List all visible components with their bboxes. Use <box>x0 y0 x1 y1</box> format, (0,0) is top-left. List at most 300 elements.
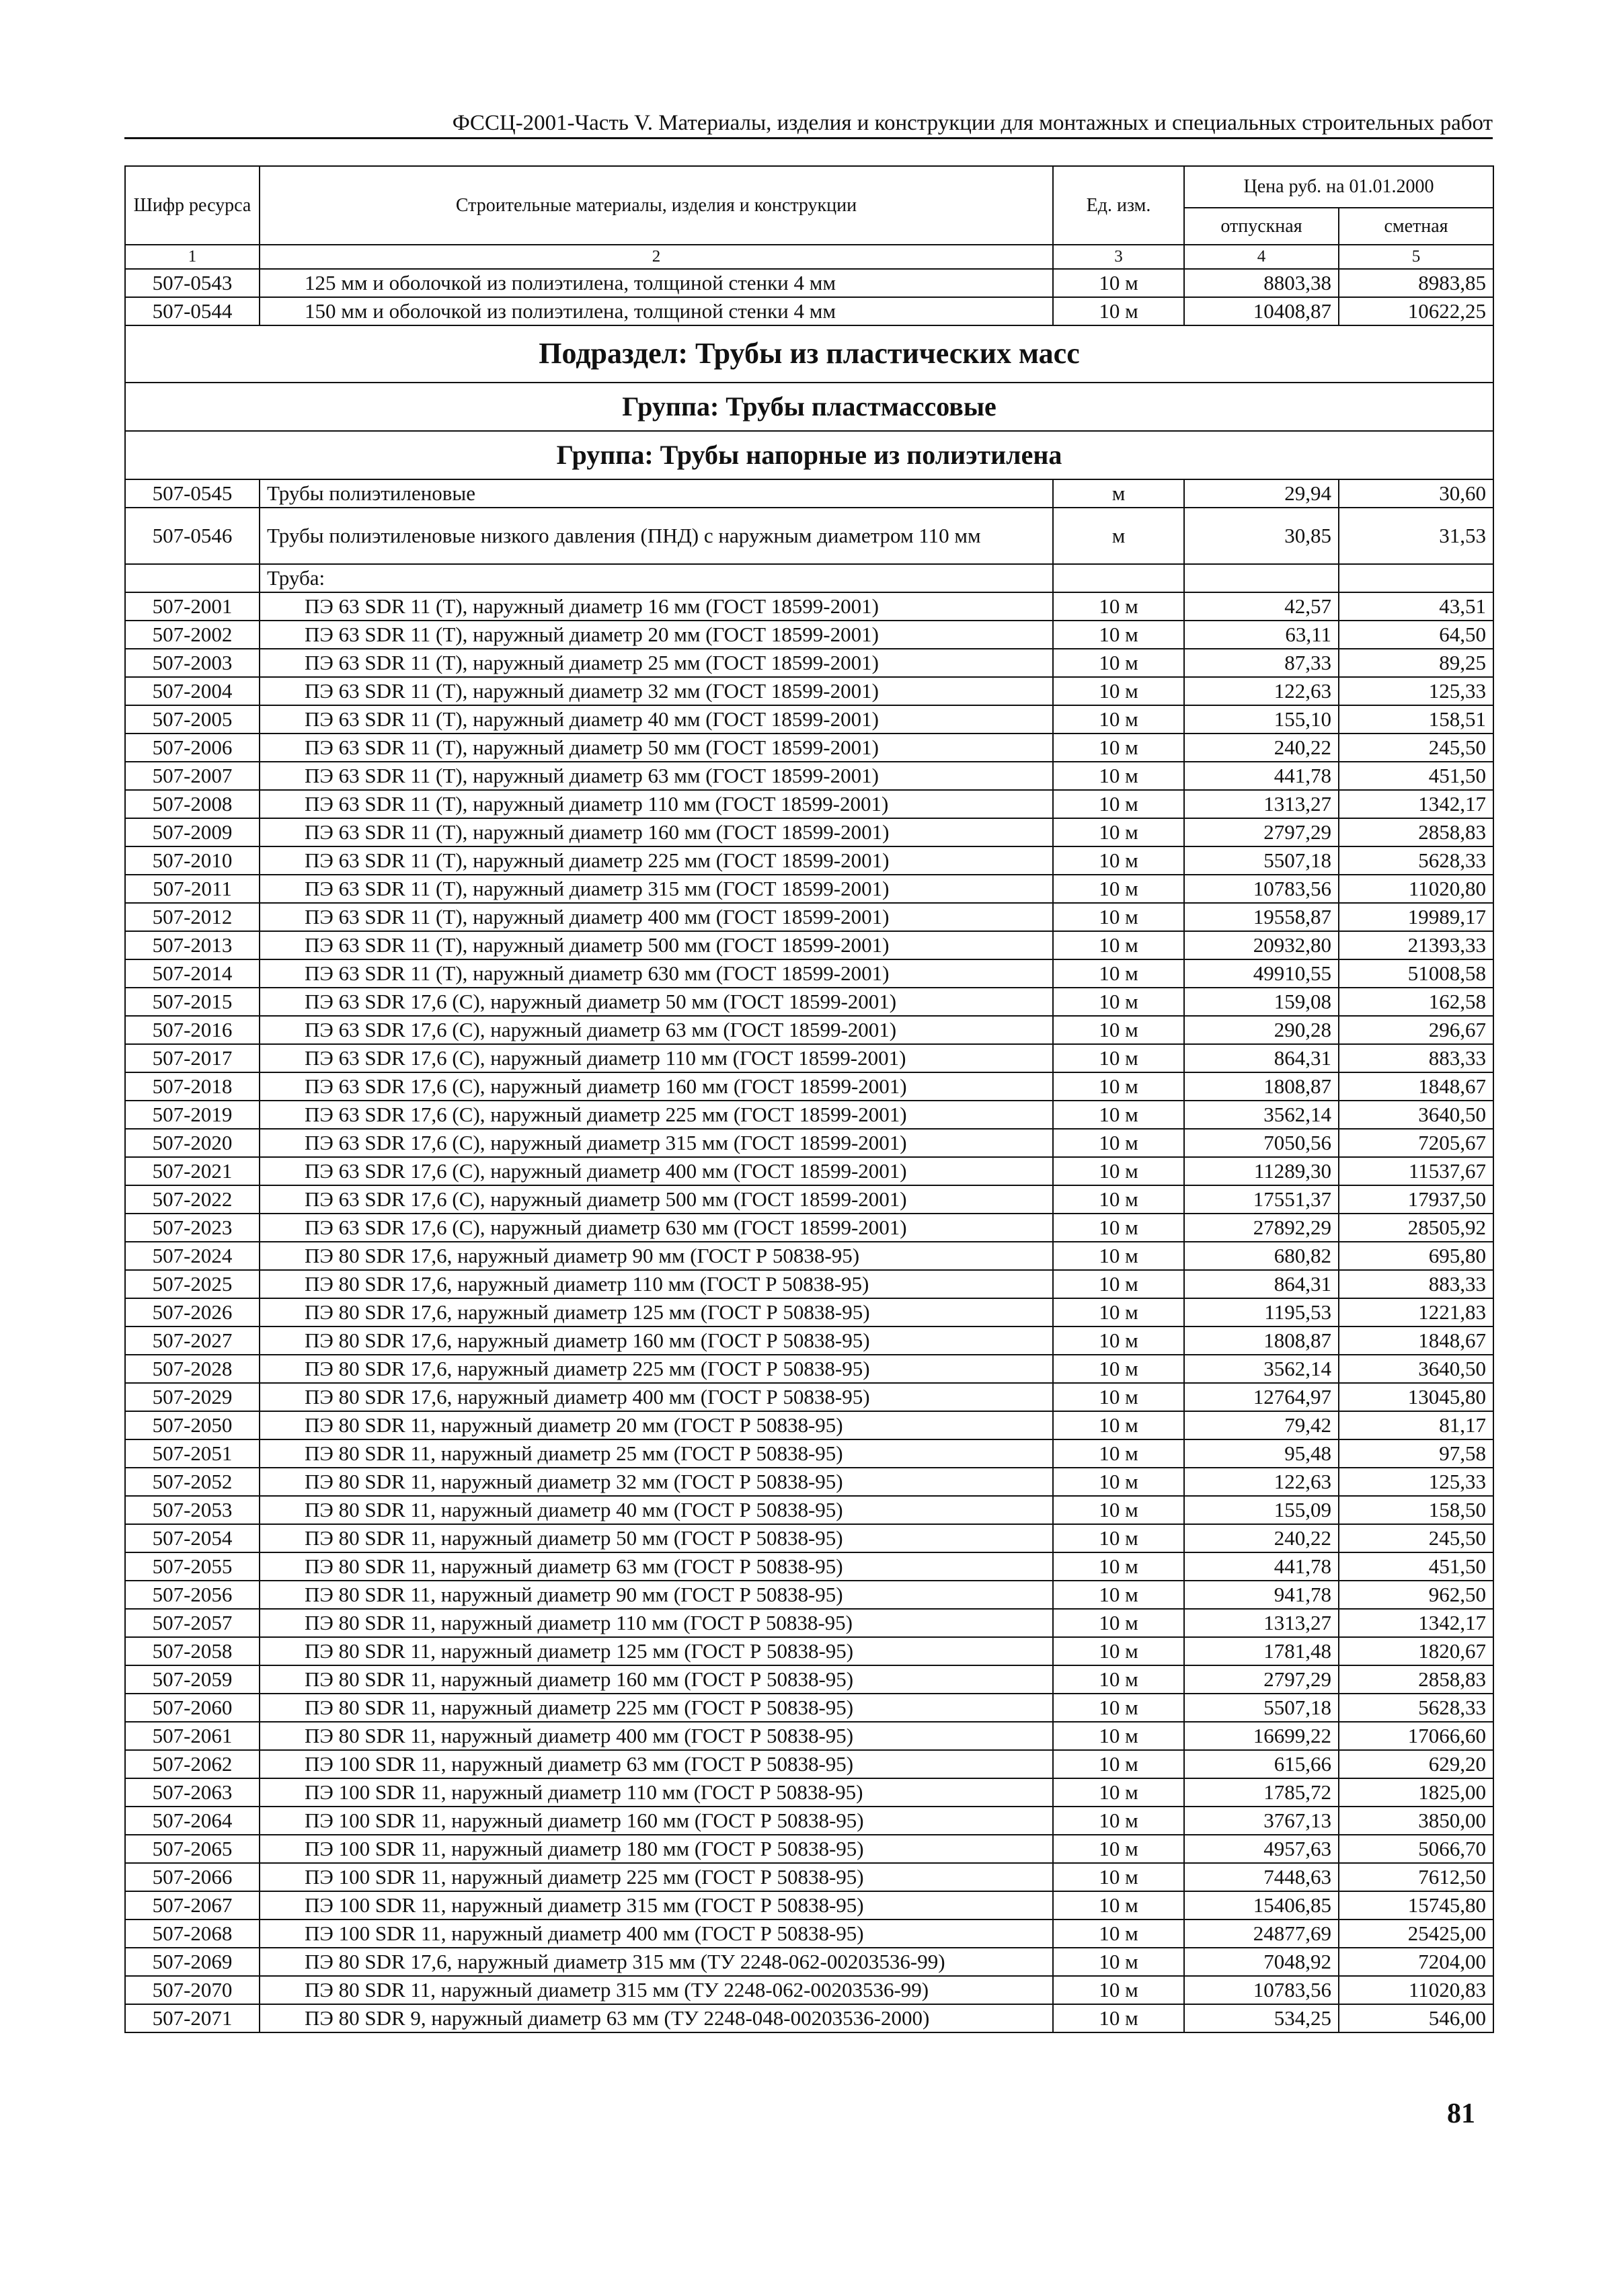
resource-code: 507-2060 <box>125 1694 260 1722</box>
unit: 10 м <box>1053 734 1184 762</box>
material-name: ПЭ 63 SDR 11 (Т), наружный диаметр 160 мм (ГОСТ 18599-2001) <box>260 818 1053 846</box>
estimate-price: 1848,67 <box>1339 1072 1493 1101</box>
table-row <box>125 1552 1493 1581</box>
resource-code: 507-2006 <box>125 734 260 762</box>
table-row <box>125 1581 1493 1609</box>
resource-code: 507-2071 <box>125 2004 260 2032</box>
resource-code: 507-2011 <box>125 875 260 903</box>
material-name: ПЭ 63 SDR 11 (Т), наружный диаметр 25 мм (ГОСТ 18599-2001) <box>260 649 1053 677</box>
table-row <box>125 1383 1493 1411</box>
unit: 10 м <box>1053 1722 1184 1750</box>
unit: 10 м <box>1053 1778 1184 1807</box>
release-price: 941,78 <box>1184 1581 1339 1609</box>
release-price: 87,33 <box>1184 649 1339 677</box>
material-name: Трубы полиэтиленовые низкого давления (ПНД) с наружным диаметром 110 мм <box>260 508 1053 564</box>
page-number: 81 <box>1447 2098 1475 2129</box>
resource-code: 507-2008 <box>125 790 260 818</box>
unit: м <box>1053 508 1184 564</box>
estimate-price: 28505,92 <box>1339 1214 1493 1242</box>
resource-code: 507-2014 <box>125 959 260 988</box>
table-row <box>125 1327 1493 1355</box>
column-number-row <box>125 245 1493 269</box>
material-name: ПЭ 80 SDR 17,6, наружный диаметр 110 мм (ГОСТ Р 50838-95) <box>260 1270 1053 1298</box>
release-price: 3562,14 <box>1184 1101 1339 1129</box>
head-code: Шифр ресурса <box>125 166 260 245</box>
unit: 10 м <box>1053 1581 1184 1609</box>
unit: 10 м <box>1053 1552 1184 1581</box>
release-price: 16699,22 <box>1184 1722 1339 1750</box>
section-heading-row <box>125 431 1493 479</box>
unit: 10 м <box>1053 1948 1184 1976</box>
estimate-price: 10622,25 <box>1339 297 1493 325</box>
release-price: 63,11 <box>1184 621 1339 649</box>
section-heading: Группа: Трубы напорные из полиэтилена <box>125 431 1493 479</box>
material-name: ПЭ 100 SDR 11, наружный диаметр 180 мм (ГОСТ Р 50838-95) <box>260 1835 1053 1863</box>
material-name: ПЭ 63 SDR 17,6 (С), наружный диаметр 50 мм (ГОСТ 18599-2001) <box>260 988 1053 1016</box>
section-heading-row <box>125 325 1493 383</box>
unit: 10 м <box>1053 705 1184 734</box>
estimate-price: 162,58 <box>1339 988 1493 1016</box>
resource-code: 507-2028 <box>125 1355 260 1383</box>
release-price: 1808,87 <box>1184 1072 1339 1101</box>
table-row <box>125 875 1493 903</box>
resource-code: 507-2055 <box>125 1552 260 1581</box>
estimate-price: 21393,33 <box>1339 931 1493 959</box>
estimate-price: 629,20 <box>1339 1750 1493 1778</box>
resource-code: 507-2070 <box>125 1976 260 2004</box>
unit: м <box>1053 479 1184 508</box>
release-price: 20932,80 <box>1184 931 1339 959</box>
resource-code: 507-2054 <box>125 1524 260 1552</box>
material-name: ПЭ 100 SDR 11, наружный диаметр 63 мм (ГОСТ Р 50838-95) <box>260 1750 1053 1778</box>
unit: 10 м <box>1053 269 1184 297</box>
material-name: ПЭ 63 SDR 11 (Т), наружный диаметр 225 мм (ГОСТ 18599-2001) <box>260 846 1053 875</box>
material-name: Трубы полиэтиленовые <box>260 479 1053 508</box>
table-row <box>125 1863 1493 1891</box>
unit: 10 м <box>1053 1044 1184 1072</box>
table-row <box>125 1185 1493 1214</box>
estimate-price: 245,50 <box>1339 734 1493 762</box>
resource-code: 507-2061 <box>125 1722 260 1750</box>
release-price: 155,10 <box>1184 705 1339 734</box>
estimate-price: 30,60 <box>1339 479 1493 508</box>
table-row <box>125 1496 1493 1524</box>
material-name: Труба: <box>260 564 1053 592</box>
estimate-price: 5628,33 <box>1339 846 1493 875</box>
estimate-price: 13045,80 <box>1339 1383 1493 1411</box>
resource-code: 507-2059 <box>125 1665 260 1694</box>
unit: 10 м <box>1053 1665 1184 1694</box>
estimate-price: 451,50 <box>1339 762 1493 790</box>
estimate-price: 3640,50 <box>1339 1101 1493 1129</box>
release-price: 534,25 <box>1184 2004 1339 2032</box>
table-row <box>125 2004 1493 2032</box>
unit: 10 м <box>1053 1468 1184 1496</box>
resource-code: 507-2024 <box>125 1242 260 1270</box>
resource-code <box>125 564 260 592</box>
unit: 10 м <box>1053 1298 1184 1327</box>
material-name: ПЭ 80 SDR 11, наружный диаметр 160 мм (ГОСТ Р 50838-95) <box>260 1665 1053 1694</box>
table-body <box>125 269 1493 2032</box>
estimate-price: 51008,58 <box>1339 959 1493 988</box>
resource-code: 507-2020 <box>125 1129 260 1157</box>
release-price: 1785,72 <box>1184 1778 1339 1807</box>
unit: 10 м <box>1053 1242 1184 1270</box>
estimate-price: 695,80 <box>1339 1242 1493 1270</box>
material-name: ПЭ 80 SDR 11, наружный диаметр 63 мм (ГОСТ Р 50838-95) <box>260 1552 1053 1581</box>
resource-code: 507-2018 <box>125 1072 260 1101</box>
release-price: 155,09 <box>1184 1496 1339 1524</box>
estimate-price: 125,33 <box>1339 1468 1493 1496</box>
table-row <box>125 1835 1493 1863</box>
release-price: 12764,97 <box>1184 1383 1339 1411</box>
resource-code: 507-2023 <box>125 1214 260 1242</box>
unit: 10 м <box>1053 1214 1184 1242</box>
release-price: 7048,92 <box>1184 1948 1339 1976</box>
unit: 10 м <box>1053 1327 1184 1355</box>
estimate-price: 25425,00 <box>1339 1919 1493 1948</box>
material-name: ПЭ 80 SDR 11, наружный диаметр 400 мм (ГОСТ Р 50838-95) <box>260 1722 1053 1750</box>
resource-code: 507-2063 <box>125 1778 260 1807</box>
table-row <box>125 1807 1493 1835</box>
table-row <box>125 1665 1493 1694</box>
release-price: 3562,14 <box>1184 1355 1339 1383</box>
table-row <box>125 1411 1493 1439</box>
release-price <box>1184 564 1339 592</box>
release-price: 42,57 <box>1184 592 1339 621</box>
table-row <box>125 988 1493 1016</box>
release-price: 1808,87 <box>1184 1327 1339 1355</box>
resource-code: 507-2057 <box>125 1609 260 1637</box>
estimate-price: 1342,17 <box>1339 790 1493 818</box>
table-row <box>125 1778 1493 1807</box>
resource-code: 507-2016 <box>125 1016 260 1044</box>
material-name: ПЭ 63 SDR 11 (Т), наружный диаметр 16 мм (ГОСТ 18599-2001) <box>260 592 1053 621</box>
resource-code: 507-2004 <box>125 677 260 705</box>
release-price: 10408,87 <box>1184 297 1339 325</box>
estimate-price: 296,67 <box>1339 1016 1493 1044</box>
estimate-price: 883,33 <box>1339 1044 1493 1072</box>
unit: 10 м <box>1053 931 1184 959</box>
col-number: 4 <box>1184 245 1339 269</box>
estimate-price: 17066,60 <box>1339 1722 1493 1750</box>
estimate-price: 3850,00 <box>1339 1807 1493 1835</box>
table-row <box>125 1948 1493 1976</box>
resource-code: 507-2058 <box>125 1637 260 1665</box>
table-row <box>125 1524 1493 1552</box>
release-price: 1781,48 <box>1184 1637 1339 1665</box>
release-price: 240,22 <box>1184 1524 1339 1552</box>
material-name: ПЭ 80 SDR 17,6, наружный диаметр 125 мм (ГОСТ Р 50838-95) <box>260 1298 1053 1327</box>
table-row <box>125 269 1493 297</box>
table-row <box>125 1919 1493 1948</box>
material-name: 150 мм и оболочкой из полиэтилена, толщиной стенки 4 мм <box>260 297 1053 325</box>
estimate-price: 7204,00 <box>1339 1948 1493 1976</box>
release-price: 240,22 <box>1184 734 1339 762</box>
head-name: Строительные материалы, изделия и конструкции <box>260 166 1053 245</box>
resource-code: 507-0544 <box>125 297 260 325</box>
release-price: 27892,29 <box>1184 1214 1339 1242</box>
head-release: отпускная <box>1184 208 1339 245</box>
unit: 10 м <box>1053 1157 1184 1185</box>
release-price: 49910,55 <box>1184 959 1339 988</box>
unit: 10 м <box>1053 1637 1184 1665</box>
estimate-price: 5628,33 <box>1339 1694 1493 1722</box>
resource-code: 507-0543 <box>125 269 260 297</box>
material-name: ПЭ 100 SDR 11, наружный диаметр 315 мм (ГОСТ Р 50838-95) <box>260 1891 1053 1919</box>
material-name: ПЭ 63 SDR 17,6 (С), наружный диаметр 315 мм (ГОСТ 18599-2001) <box>260 1129 1053 1157</box>
unit: 10 м <box>1053 875 1184 903</box>
estimate-price <box>1339 564 1493 592</box>
release-price: 8803,38 <box>1184 269 1339 297</box>
table-head-row <box>125 166 1493 208</box>
unit: 10 м <box>1053 2004 1184 2032</box>
release-price: 7050,56 <box>1184 1129 1339 1157</box>
material-name: ПЭ 80 SDR 17,6, наружный диаметр 160 мм (ГОСТ Р 50838-95) <box>260 1327 1053 1355</box>
table-row <box>125 1694 1493 1722</box>
material-name: ПЭ 80 SDR 11, наружный диаметр 20 мм (ГОСТ Р 50838-95) <box>260 1411 1053 1439</box>
release-price: 5507,18 <box>1184 1694 1339 1722</box>
resource-code: 507-2007 <box>125 762 260 790</box>
table-row <box>125 734 1493 762</box>
estimate-price: 1221,83 <box>1339 1298 1493 1327</box>
col-number: 3 <box>1053 245 1184 269</box>
release-price: 15406,85 <box>1184 1891 1339 1919</box>
table-row <box>125 1129 1493 1157</box>
resource-code: 507-2019 <box>125 1101 260 1129</box>
table-row <box>125 1750 1493 1778</box>
material-name: ПЭ 63 SDR 11 (Т), наружный диаметр 40 мм (ГОСТ 18599-2001) <box>260 705 1053 734</box>
table-row <box>125 508 1493 564</box>
release-price: 19558,87 <box>1184 903 1339 931</box>
estimate-price: 7612,50 <box>1339 1863 1493 1891</box>
release-price: 29,94 <box>1184 479 1339 508</box>
unit: 10 м <box>1053 649 1184 677</box>
estimate-price: 64,50 <box>1339 621 1493 649</box>
table-row <box>125 1976 1493 2004</box>
release-price: 7448,63 <box>1184 1863 1339 1891</box>
material-name: ПЭ 63 SDR 17,6 (С), наружный диаметр 225 мм (ГОСТ 18599-2001) <box>260 1101 1053 1129</box>
table-row <box>125 297 1493 325</box>
material-name: ПЭ 63 SDR 17,6 (С), наружный диаметр 160 мм (ГОСТ 18599-2001) <box>260 1072 1053 1101</box>
unit: 10 м <box>1053 1524 1184 1552</box>
table-row <box>125 1609 1493 1637</box>
head-price: Цена руб. на 01.01.2000 <box>1184 166 1493 208</box>
estimate-price: 19989,17 <box>1339 903 1493 931</box>
resource-code: 507-2067 <box>125 1891 260 1919</box>
resource-code: 507-2001 <box>125 592 260 621</box>
release-price: 1313,27 <box>1184 790 1339 818</box>
estimate-price: 2858,83 <box>1339 818 1493 846</box>
resource-code: 507-2052 <box>125 1468 260 1496</box>
running-header: ФССЦ-2001-Часть V. Материалы, изделия и конструкции для монтажных и специальных строительных работ <box>124 109 1493 139</box>
resource-code: 507-2010 <box>125 846 260 875</box>
table-row <box>125 1637 1493 1665</box>
material-name: ПЭ 80 SDR 11, наружный диаметр 40 мм (ГОСТ Р 50838-95) <box>260 1496 1053 1524</box>
material-name: ПЭ 63 SDR 17,6 (С), наружный диаметр 110 мм (ГОСТ 18599-2001) <box>260 1044 1053 1072</box>
section-heading: Подраздел: Трубы из пластических масс <box>125 325 1493 383</box>
material-name: ПЭ 63 SDR 11 (Т), наружный диаметр 400 мм (ГОСТ 18599-2001) <box>260 903 1053 931</box>
table-row <box>125 846 1493 875</box>
release-price: 441,78 <box>1184 1552 1339 1581</box>
unit: 10 м <box>1053 762 1184 790</box>
unit: 10 м <box>1053 297 1184 325</box>
estimate-price: 158,51 <box>1339 705 1493 734</box>
col-number: 1 <box>125 245 260 269</box>
estimate-price: 3640,50 <box>1339 1355 1493 1383</box>
table-row <box>125 1891 1493 1919</box>
unit: 10 м <box>1053 1383 1184 1411</box>
estimate-price: 81,17 <box>1339 1411 1493 1439</box>
release-price: 10783,56 <box>1184 875 1339 903</box>
table-row <box>125 621 1493 649</box>
release-price: 10783,56 <box>1184 1976 1339 2004</box>
release-price: 615,66 <box>1184 1750 1339 1778</box>
head-estimate: сметная <box>1339 208 1493 245</box>
unit: 10 м <box>1053 1835 1184 1863</box>
estimate-price: 7205,67 <box>1339 1129 1493 1157</box>
material-name: ПЭ 80 SDR 11, наружный диаметр 225 мм (ГОСТ Р 50838-95) <box>260 1694 1053 1722</box>
table-row <box>125 1468 1493 1496</box>
material-name: ПЭ 63 SDR 11 (Т), наружный диаметр 630 мм (ГОСТ 18599-2001) <box>260 959 1053 988</box>
material-name: ПЭ 80 SDR 11, наружный диаметр 110 мм (ГОСТ Р 50838-95) <box>260 1609 1053 1637</box>
release-price: 1313,27 <box>1184 1609 1339 1637</box>
material-name: ПЭ 63 SDR 11 (Т), наружный диаметр 32 мм (ГОСТ 18599-2001) <box>260 677 1053 705</box>
material-name: ПЭ 63 SDR 17,6 (С), наружный диаметр 630 мм (ГОСТ 18599-2001) <box>260 1214 1053 1242</box>
release-price: 95,48 <box>1184 1439 1339 1468</box>
estimate-price: 17937,50 <box>1339 1185 1493 1214</box>
material-name: ПЭ 80 SDR 17,6, наружный диаметр 90 мм (ГОСТ Р 50838-95) <box>260 1242 1053 1270</box>
estimate-price: 89,25 <box>1339 649 1493 677</box>
table-row <box>125 677 1493 705</box>
material-name: ПЭ 63 SDR 11 (Т), наружный диаметр 500 мм (ГОСТ 18599-2001) <box>260 931 1053 959</box>
resource-code: 507-2021 <box>125 1157 260 1185</box>
resource-code: 507-2029 <box>125 1383 260 1411</box>
resource-code: 507-2027 <box>125 1327 260 1355</box>
resource-code: 507-2051 <box>125 1439 260 1468</box>
table-row <box>125 592 1493 621</box>
release-price: 2797,29 <box>1184 1665 1339 1694</box>
resource-code: 507-2062 <box>125 1750 260 1778</box>
unit: 10 м <box>1053 1355 1184 1383</box>
material-name: ПЭ 63 SDR 11 (Т), наружный диаметр 63 мм (ГОСТ 18599-2001) <box>260 762 1053 790</box>
release-price: 159,08 <box>1184 988 1339 1016</box>
material-name: ПЭ 63 SDR 11 (Т), наружный диаметр 50 мм (ГОСТ 18599-2001) <box>260 734 1053 762</box>
material-name: ПЭ 80 SDR 17,6, наружный диаметр 400 мм (ГОСТ Р 50838-95) <box>260 1383 1053 1411</box>
unit: 10 м <box>1053 1976 1184 2004</box>
table-row <box>125 931 1493 959</box>
resource-code: 507-2005 <box>125 705 260 734</box>
resource-code: 507-2066 <box>125 1863 260 1891</box>
estimate-price: 1342,17 <box>1339 1609 1493 1637</box>
resource-code: 507-2050 <box>125 1411 260 1439</box>
table-row <box>125 1242 1493 1270</box>
table-row <box>125 1355 1493 1383</box>
unit: 10 м <box>1053 959 1184 988</box>
resource-code: 507-2053 <box>125 1496 260 1524</box>
release-price: 290,28 <box>1184 1016 1339 1044</box>
estimate-price: 546,00 <box>1339 2004 1493 2032</box>
estimate-price: 1848,67 <box>1339 1327 1493 1355</box>
table-row <box>125 762 1493 790</box>
resource-code: 507-2069 <box>125 1948 260 1976</box>
material-name: ПЭ 80 SDR 11, наружный диаметр 32 мм (ГОСТ Р 50838-95) <box>260 1468 1053 1496</box>
head-unit: Ед. изм. <box>1053 166 1184 245</box>
estimate-price: 5066,70 <box>1339 1835 1493 1863</box>
release-price: 680,82 <box>1184 1242 1339 1270</box>
unit: 10 м <box>1053 621 1184 649</box>
material-name: ПЭ 63 SDR 17,6 (С), наружный диаметр 63 мм (ГОСТ 18599-2001) <box>260 1016 1053 1044</box>
material-name: ПЭ 63 SDR 11 (Т), наружный диаметр 110 мм (ГОСТ 18599-2001) <box>260 790 1053 818</box>
material-name: ПЭ 100 SDR 11, наружный диаметр 400 мм (ГОСТ Р 50838-95) <box>260 1919 1053 1948</box>
unit: 10 м <box>1053 1439 1184 1468</box>
release-price: 11289,30 <box>1184 1157 1339 1185</box>
table-row <box>125 1270 1493 1298</box>
estimate-price: 43,51 <box>1339 592 1493 621</box>
resource-code: 507-2026 <box>125 1298 260 1327</box>
material-name: ПЭ 63 SDR 11 (Т), наружный диаметр 315 мм (ГОСТ 18599-2001) <box>260 875 1053 903</box>
unit: 10 м <box>1053 1919 1184 1948</box>
unit: 10 м <box>1053 988 1184 1016</box>
resource-code: 507-2012 <box>125 903 260 931</box>
release-price: 441,78 <box>1184 762 1339 790</box>
unit: 10 м <box>1053 790 1184 818</box>
material-name: ПЭ 80 SDR 11, наружный диаметр 50 мм (ГОСТ Р 50838-95) <box>260 1524 1053 1552</box>
material-name: 125 мм и оболочкой из полиэтилена, толщиной стенки 4 мм <box>260 269 1053 297</box>
estimate-price: 245,50 <box>1339 1524 1493 1552</box>
unit: 10 м <box>1053 592 1184 621</box>
release-price: 4957,63 <box>1184 1835 1339 1863</box>
estimate-price: 883,33 <box>1339 1270 1493 1298</box>
table-row <box>125 1072 1493 1101</box>
release-price: 24877,69 <box>1184 1919 1339 1948</box>
table-row <box>125 649 1493 677</box>
resource-code: 507-0545 <box>125 479 260 508</box>
resource-code: 507-2064 <box>125 1807 260 1835</box>
unit: 10 м <box>1053 1694 1184 1722</box>
material-name: ПЭ 80 SDR 11, наружный диаметр 315 мм (ТУ 2248-062-00203536-99) <box>260 1976 1053 2004</box>
estimate-price: 11020,80 <box>1339 875 1493 903</box>
estimate-price: 31,53 <box>1339 508 1493 564</box>
resource-code: 507-2025 <box>125 1270 260 1298</box>
material-name: ПЭ 100 SDR 11, наружный диаметр 160 мм (ГОСТ Р 50838-95) <box>260 1807 1053 1835</box>
unit: 10 м <box>1053 1411 1184 1439</box>
release-price: 30,85 <box>1184 508 1339 564</box>
col-number: 5 <box>1339 245 1493 269</box>
table-row <box>125 1157 1493 1185</box>
release-price: 17551,37 <box>1184 1185 1339 1214</box>
table-row <box>125 1101 1493 1129</box>
table-row <box>125 1722 1493 1750</box>
resource-code: 507-2015 <box>125 988 260 1016</box>
unit: 10 м <box>1053 818 1184 846</box>
material-name: ПЭ 100 SDR 11, наружный диаметр 110 мм (ГОСТ Р 50838-95) <box>260 1778 1053 1807</box>
estimate-price: 8983,85 <box>1339 269 1493 297</box>
material-name: ПЭ 80 SDR 11, наружный диаметр 125 мм (ГОСТ Р 50838-95) <box>260 1637 1053 1665</box>
material-name: ПЭ 100 SDR 11, наружный диаметр 225 мм (ГОСТ Р 50838-95) <box>260 1863 1053 1891</box>
col-number: 2 <box>260 245 1053 269</box>
resource-code: 507-2068 <box>125 1919 260 1948</box>
resource-code: 507-2003 <box>125 649 260 677</box>
table-row <box>125 1298 1493 1327</box>
unit: 10 м <box>1053 1270 1184 1298</box>
table-row <box>125 903 1493 931</box>
estimate-price: 158,50 <box>1339 1496 1493 1524</box>
material-name: ПЭ 63 SDR 17,6 (С), наружный диаметр 500 мм (ГОСТ 18599-2001) <box>260 1185 1053 1214</box>
table-row <box>125 1016 1493 1044</box>
table-row <box>125 1214 1493 1242</box>
release-price: 5507,18 <box>1184 846 1339 875</box>
